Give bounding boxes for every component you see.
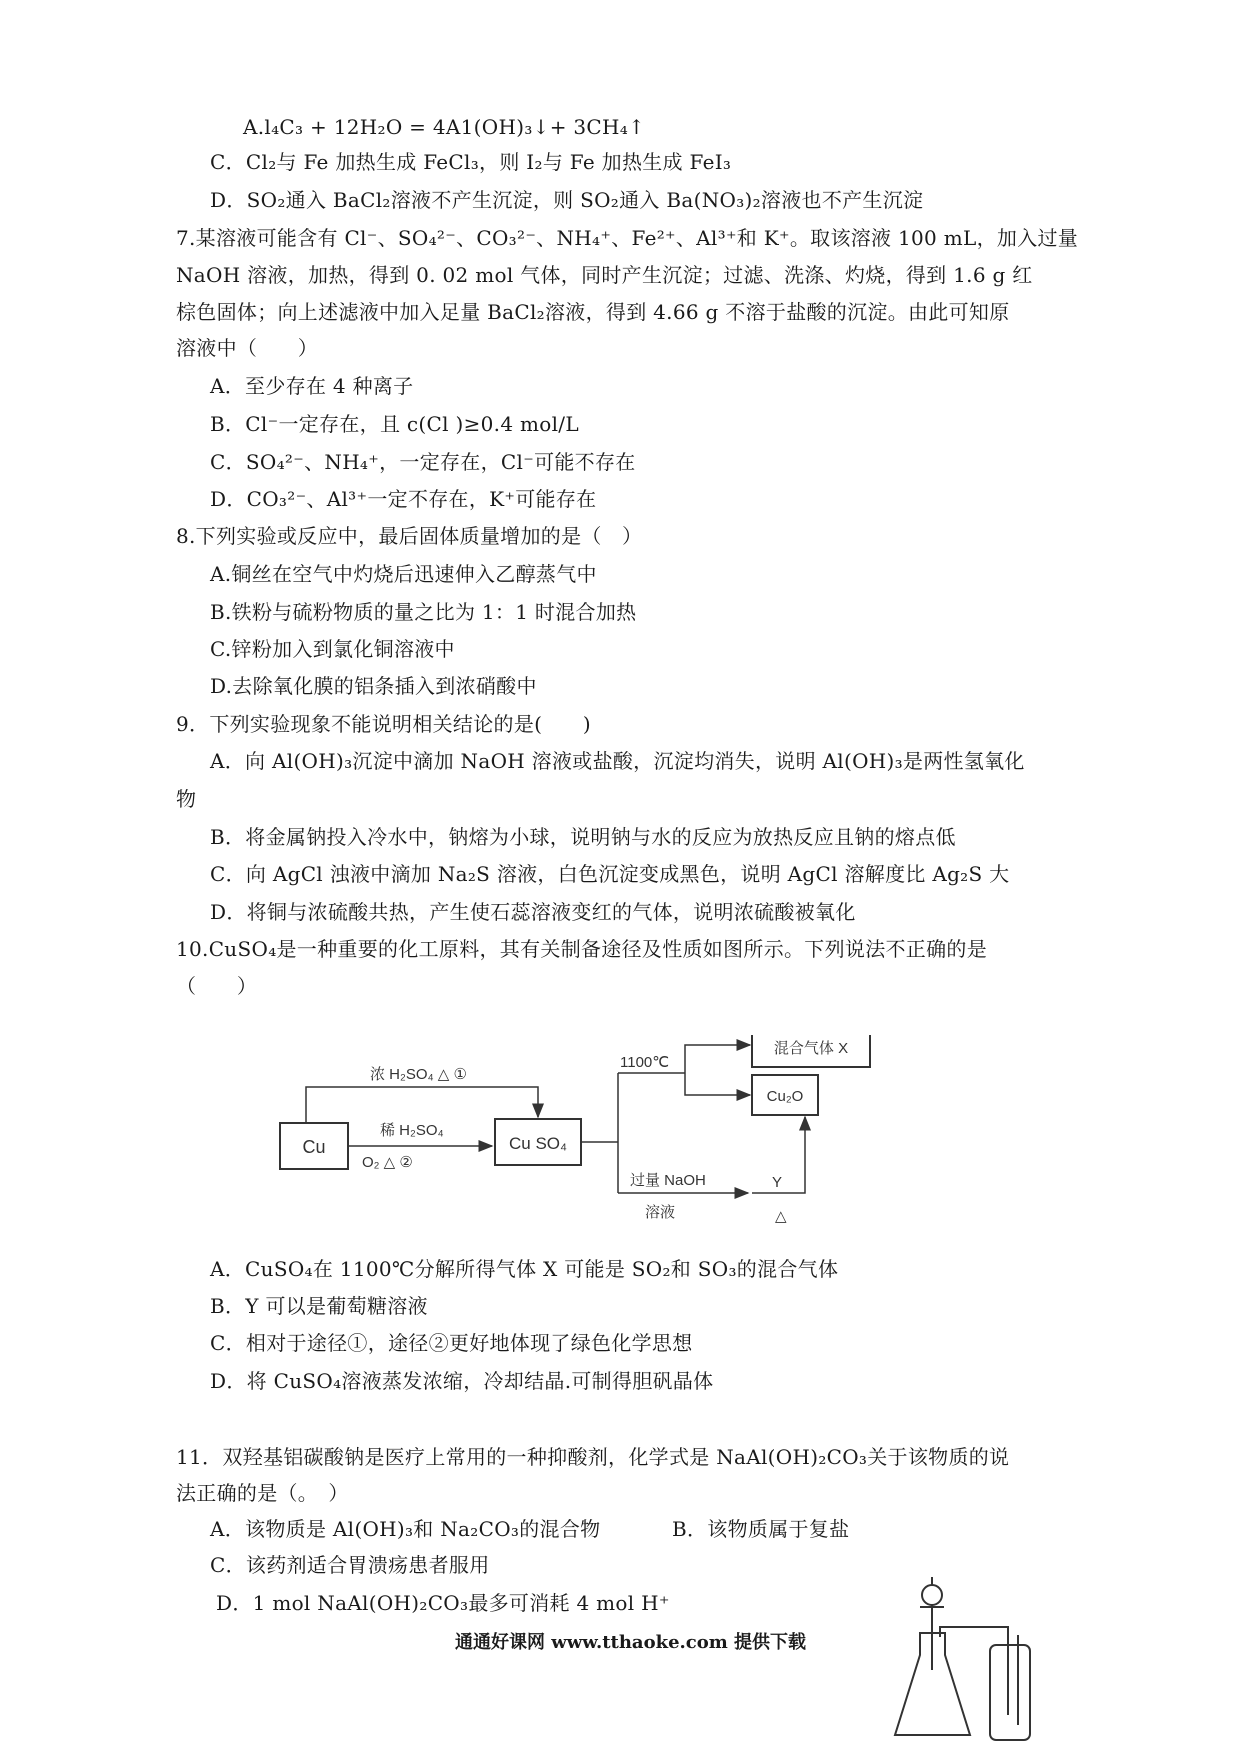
gas-x-arrow — [685, 1045, 750, 1073]
naoh-label: 过量 NaOH — [630, 1172, 706, 1189]
route-1-arrow — [306, 1087, 538, 1123]
q6-option-c: C．Cl₂与 Fe 加热生成 FeCl₃，则 I₂与 Fe 加热生成 FeI₃ — [210, 150, 732, 174]
collection-bottle — [990, 1645, 1030, 1740]
q9-stem: 9．下列实验现象不能说明相关结论的是( ) — [176, 712, 591, 736]
q9-option-a-line-1: A．向 Al(OH)₃沉淀中滴加 NaOH 溶液或盐酸，沉淀均消失，说明 Al(OH)₃是两性氢氧化 — [210, 749, 1025, 773]
q11-stem-line-2: 法正确的是（。 ） — [176, 1481, 349, 1505]
cuso4-box-label: Cu SO₄ — [509, 1134, 567, 1153]
q9-option-b: B．将金属钠投入冷水中，钠熔为小球，说明钠与水的反应为放热反应且钠的熔点低 — [210, 825, 956, 849]
q8-stem: 8.下列实验或反应中，最后固体质量增加的是（ ） — [176, 524, 643, 548]
route-2-condition-label: O₂ △ ② — [362, 1154, 413, 1171]
q7-stem-line-3: 棕色固体；向上述滤液中加入足量 BaCl₂溶液，得到 4.66 g 不溶于盐酸的沉淀。由此可知原 — [176, 300, 1010, 324]
q6-option-b: A.l₄C₃ + 12H₂O = 4A1(OH)₃↓+ 3CH₄↑ — [243, 115, 646, 139]
naoh-solution-label: 溶液 — [645, 1204, 676, 1221]
route-1-label: 浓 H₂SO₄ △ ① — [370, 1066, 467, 1083]
y-label: Y — [772, 1174, 783, 1191]
cu-box-label: Cu — [302, 1137, 326, 1157]
heat-label: △ — [775, 1208, 787, 1225]
route-2-reagent-label: 稀 H₂SO₄ — [380, 1122, 444, 1139]
page-footer: 通通好课网 www.tthaoke.com 提供下载 — [455, 1632, 807, 1653]
q7-stem-line-4: 溶液中（ ） — [176, 336, 319, 360]
funnel-bulb — [922, 1585, 942, 1605]
q7-option-d: D．CO₃²⁻、Al³⁺一定不存在，K⁺可能存在 — [210, 487, 597, 511]
q10-option-c: C．相对于途径①，途径②更好地体现了绿色化学思想 — [210, 1331, 693, 1355]
gas-apparatus-illustration — [890, 1575, 1040, 1745]
gas-x-box-label: 混合气体 X — [773, 1040, 849, 1057]
cu2o-box-label: Cu₂O — [766, 1088, 804, 1105]
q6-option-d: D．SO₂通入 BaCl₂溶液不产生沉淀，则 SO₂通入 Ba(NO₃)₂溶液也不产生沉淀 — [210, 188, 924, 212]
q8-option-b: B.铁粉与硫粉物质的量之比为 1：1 时混合加热 — [210, 600, 637, 624]
q11-option-a: A．该物质是 Al(OH)₃和 Na₂CO₃的混合物 — [210, 1517, 601, 1541]
q10-option-b: B．Y 可以是葡萄糖溶液 — [210, 1294, 428, 1318]
q9-option-a-line-2: 物 — [176, 787, 197, 811]
q7-option-a: A．至少存在 4 种离子 — [210, 374, 414, 398]
cuso4-preparation-diagram — [270, 1035, 930, 1230]
temperature-label: 1100℃ — [620, 1054, 670, 1071]
q7-option-b: B．Cl⁻一定存在，且 c(Cl )≥0.4 mol/L — [210, 412, 579, 436]
q7-stem-line-2: NaOH 溶液，加热，得到 0. 02 mol 气体，同时产生沉淀；过滤、洗涤、灼烧，得到 1.6 g 红 — [176, 263, 1033, 287]
q10-stem-line-2: （ ） — [176, 974, 258, 998]
q8-option-a: A.铜丝在空气中灼烧后迅速伸入乙醇蒸气中 — [210, 562, 597, 586]
q7-stem-line-1: 7.某溶液可能含有 Cl⁻、SO₄²⁻、CO₃²⁻、NH₄⁺、Fe²⁺、Al³⁺和 K⁺。取该溶液 100 mL，加入过量 — [176, 226, 1079, 250]
q9-option-c: C．向 AgCl 浊液中滴加 Na₂S 溶液，白色沉淀变成黑色，说明 AgCl 溶解度比 Ag₂S 大 — [210, 862, 1010, 886]
q11-stem-line-1: 11．双羟基铝碳酸钠是医疗上常用的一种抑酸剂，化学式是 NaAl(OH)₂CO₃关于该物质的说 — [176, 1445, 1010, 1469]
cu2o-decomposition-arrow — [685, 1073, 750, 1095]
q10-option-d: D．将 CuSO₄溶液蒸发浓缩，冷却结晶.可制得胆矾晶体 — [210, 1369, 714, 1393]
q10-stem-line-1: 10.CuSO₄是一种重要的化工原料，其有关制备途径及性质如图所示。下列说法不正确的是 — [176, 937, 988, 961]
q8-option-c: C.锌粉加入到氯化铜溶液中 — [210, 637, 455, 661]
q7-option-c: C．SO₄²⁻、NH₄⁺，一定存在，Cl⁻可能不存在 — [210, 450, 636, 474]
q11-option-c: C．该药剂适合胃溃疡患者服用 — [210, 1553, 490, 1577]
q11-option-d: D．1 mol NaAl(OH)₂CO₃最多可消耗 4 mol H⁺ — [216, 1591, 670, 1615]
q10-option-a: A．CuSO₄在 1100℃分解所得气体 X 可能是 SO₂和 SO₃的混合气体 — [210, 1257, 839, 1281]
q9-option-d: D．将铜与浓硫酸共热，产生使石蕊溶液变红的气体，说明浓硫酸被氧化 — [210, 900, 856, 924]
q11-option-b: B．该物质属于复盐 — [672, 1517, 850, 1541]
q8-option-d: D.去除氧化膜的铝条插入到浓硝酸中 — [210, 674, 537, 698]
